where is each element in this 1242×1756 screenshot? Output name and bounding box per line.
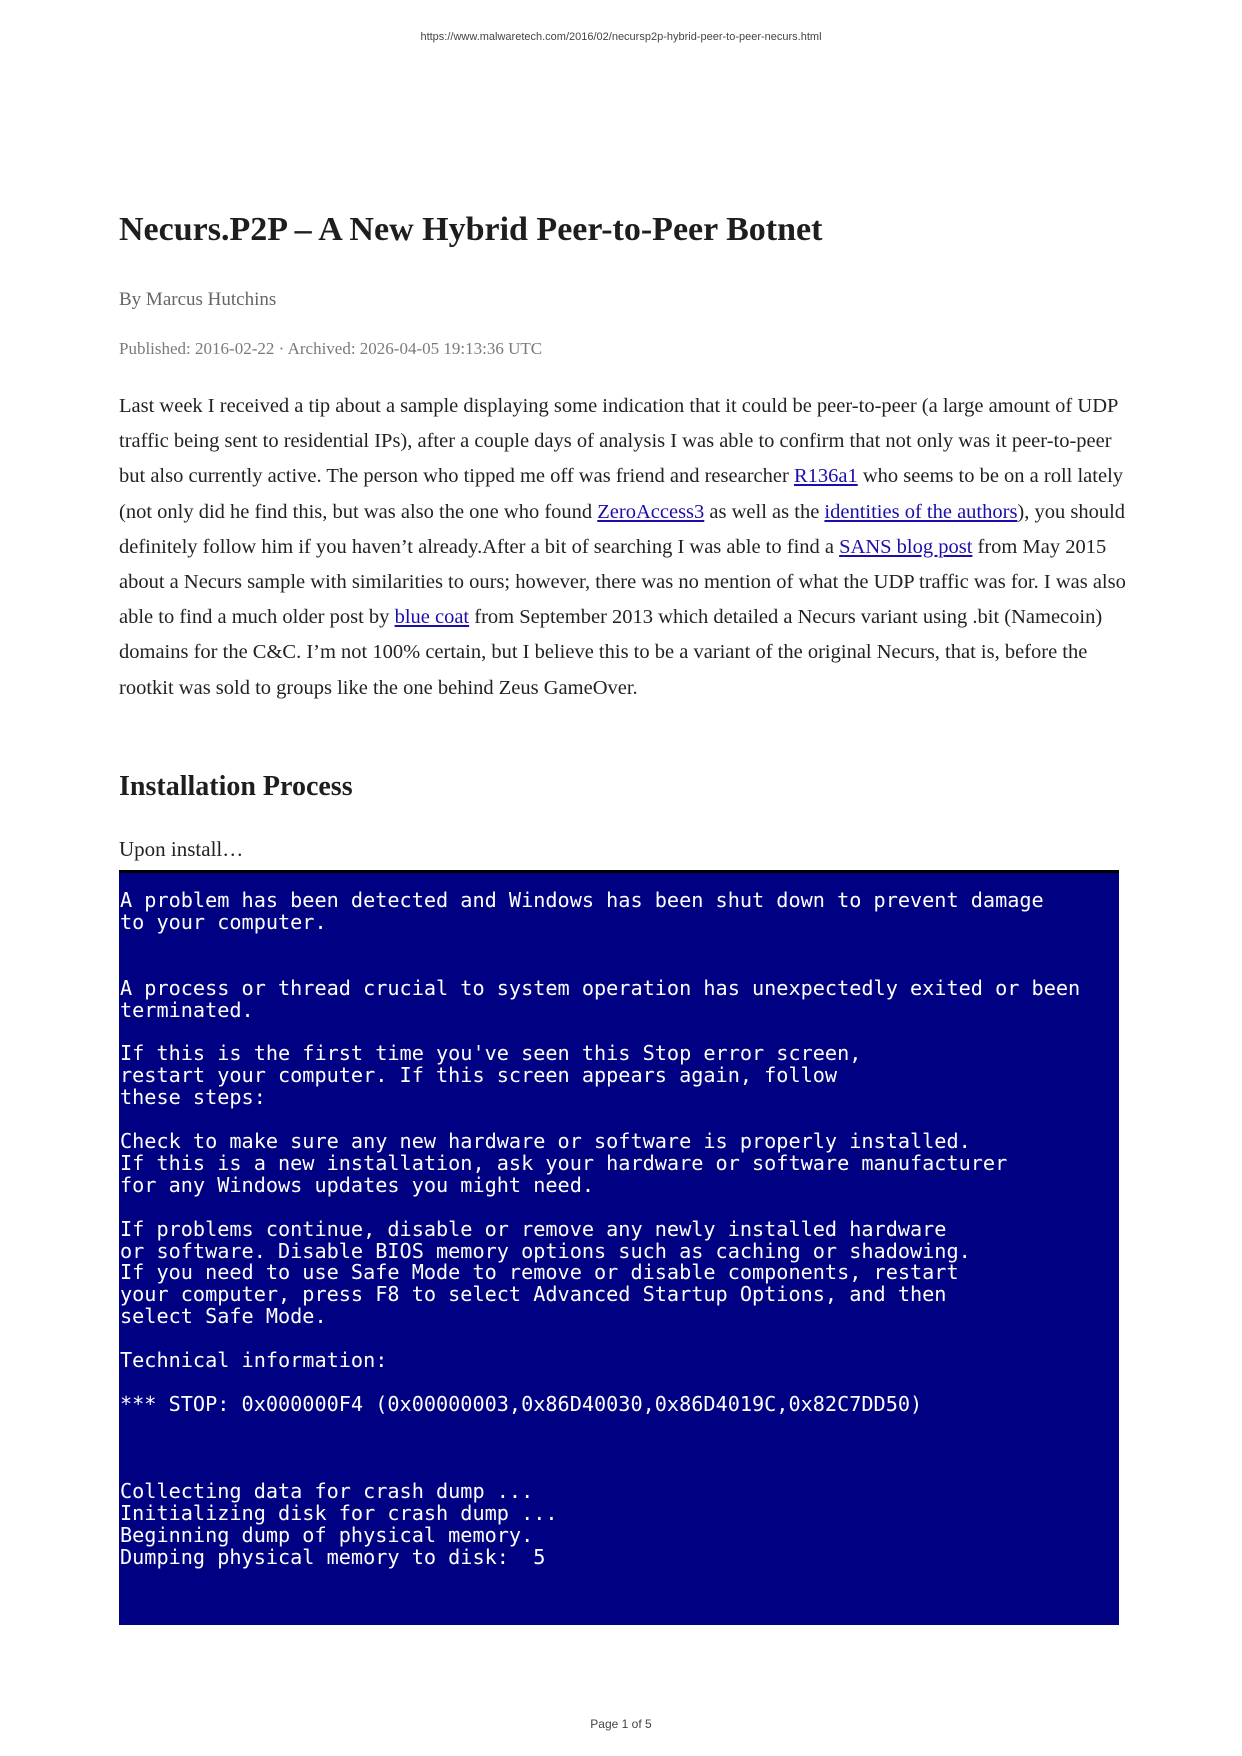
bsod-text: A problem has been detected and Windows has been shut down to prevent damage to your computer. A process or thread crucial to system operation has unexpectedly exited or been terminated. If this is the first time you've seen this Stop error screen, restart your computer. If this screen appears again, follow these steps: Check to make sure any new hardware or software is properly installed. If this is a new installation, ask your hardware or software manufacturer for any Windows updates you might need. If problems continue, disable or remove any newly installed hardware or software. Disable BIOS memory options such as caching or shadowing. If you need to use Safe Mode to remove or disable components, restart your computer, press F8 to select Advanced Startup Options, and then select Safe Mode. Technical information: *** STOP: 0x000000F4 (0x00000003,0x86D40030,0x86D4019C,0x82C7DD50) Collecting data for crash dump ... Initializing disk for crash dump ... Beginning dump of physical memory. Dumping physical memory to disk: 5 xyxy=(120,888,1081,1570)
paragraph-text: as well as the xyxy=(704,500,825,523)
paragraph-text: who seems to be on a roll lately (not only did he find this, but was also the one who found xyxy=(119,465,1124,523)
zeroaccess3-link[interactable]: ZeroAccess3 xyxy=(597,500,705,523)
r136a1-link[interactable]: R136a1 xyxy=(793,465,858,488)
blue-coat-link[interactable]: blue coat xyxy=(394,606,470,629)
article-meta: Published: 2016-02-22 · Archived: 2026-04-05 19:13:36 UTC xyxy=(119,339,543,358)
page-url-header: https://www.malwaretech.com/2016/02/necursp2p-hybrid-peer-to-peer-necurs.html xyxy=(420,31,822,43)
intro-paragraph xyxy=(119,389,1131,706)
article-byline: By Marcus Hutchins xyxy=(119,289,277,310)
sans-blog-post-link[interactable]: SANS blog post xyxy=(839,535,973,558)
article-title: Necurs.P2P – A New Hybrid Peer-to-Peer Botnet xyxy=(119,211,823,248)
bsod-screenshot xyxy=(119,870,1119,1625)
paragraph-text: ), you should definitely follow him if you haven’t already.After a bit of searching I was able to find a xyxy=(119,500,1126,558)
paragraph-text: from September 2013 which detailed a Necurs variant using .bit (Namecoin) domains for the C&C. I’m not 100% certain, but I believe this to be a variant of the original Necurs, that is, before the rootkit was sold to groups like the one behind Zeus GameOver. xyxy=(119,606,1103,699)
paragraph-text: from May 2015 about a Necurs sample with similarities to ours; however, there was no mention of what the UDP traffic was for. I was also able to find a much older post by xyxy=(119,535,1126,629)
image-caption: Upon install… xyxy=(119,837,244,861)
paragraph-text: Last week I received a tip about a sample displaying some indication that it could be peer-to-peer (a large amount of UDP traffic being sent to residential IPs), after a couple days of analysis I was able to confirm that not only was it peer-to-peer but also currently active. The person who tipped me off was friend and researcher xyxy=(119,395,1118,488)
section-heading-installation: Installation Process xyxy=(119,771,353,802)
identities-of-authors-link[interactable]: identities of the authors xyxy=(824,500,1018,523)
page-number: Page 1 of 5 xyxy=(590,1717,652,1731)
